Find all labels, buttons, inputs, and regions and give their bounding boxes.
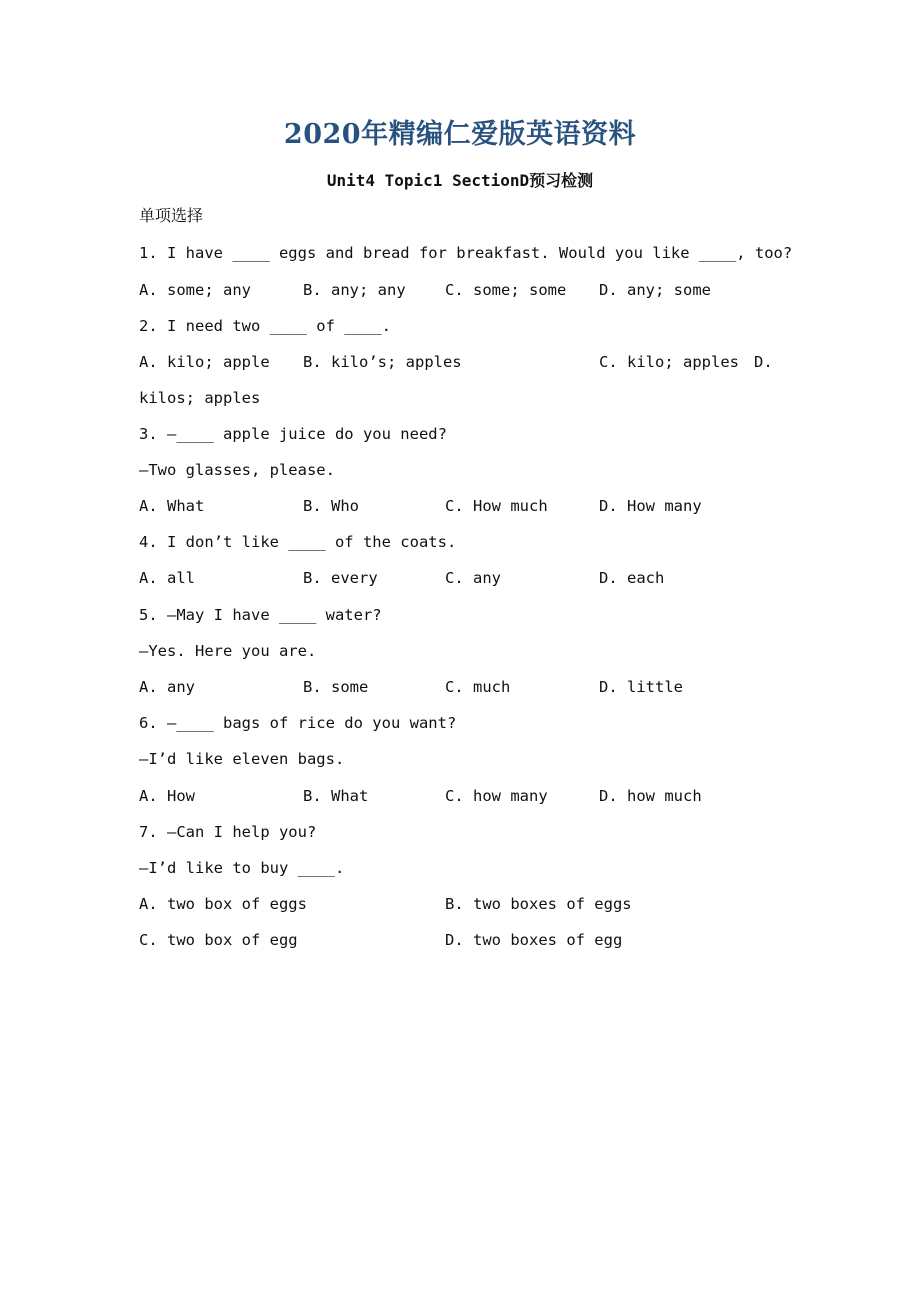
question-6-option-d: D. how much [599, 787, 702, 805]
document-subtitle: Unit4 Topic1 SectionD预习检测 [326, 171, 594, 190]
question-5-option-a: A. any [139, 678, 195, 696]
question-7-option-d: D. two boxes of egg [445, 931, 623, 949]
section-heading: 单项选择 [139, 206, 204, 225]
question-1-option-b: B. any; any [303, 281, 406, 299]
question-2-option-b: B. kilo’s; apples [303, 353, 462, 371]
question-5-option-c: C. much [445, 678, 511, 696]
question-2-option-d-label: D. [754, 353, 773, 371]
question-4-option-a: A. all [139, 569, 195, 587]
document-title: 2020年精编仁爱版英语资料 [283, 119, 637, 150]
question-5-stem: 5. —May I have ____ water? [139, 606, 382, 624]
question-4-stem: 4. I don’t like ____ of the coats. [139, 533, 457, 551]
question-7-option-c: C. two box of egg [139, 931, 298, 949]
question-5-option-d: D. little [599, 678, 683, 696]
question-2-option-a: A. kilo; apple [139, 353, 270, 371]
question-1-stem: 1. I have ____ eggs and bread for breakfast. Would you like ____, too? [139, 244, 793, 262]
question-3-option-d: D. How many [599, 497, 702, 515]
question-5-reply: —Yes. Here you are. [139, 642, 317, 660]
question-7-reply: —I’d like to buy ____. [139, 859, 345, 877]
question-3-reply: —Two glasses, please. [139, 461, 335, 479]
question-1-option-c: C. some; some [445, 281, 567, 299]
question-3-option-c: C. How much [445, 497, 548, 515]
question-2-option-d-text: kilos; apples [139, 389, 261, 407]
question-1-option-a: A. some; any [139, 281, 251, 299]
question-4-option-b: B. every [303, 569, 378, 587]
question-7-option-b: B. two boxes of eggs [445, 895, 632, 913]
question-1-option-d: D. any; some [599, 281, 711, 299]
question-3-option-b: B. Who [303, 497, 359, 515]
question-3-option-a: A. What [139, 497, 205, 515]
question-2-stem: 2. I need two ____ of ____. [139, 317, 391, 335]
question-6-option-a: A. How [139, 787, 195, 805]
question-7-stem: 7. —Can I help you? [139, 823, 317, 841]
question-3-stem: 3. —____ apple juice do you need? [139, 425, 447, 443]
question-7-option-a: A. two box of eggs [139, 895, 307, 913]
question-6-option-b: B. What [303, 787, 369, 805]
question-6-stem: 6. —____ bags of rice do you want? [139, 714, 457, 732]
question-5-option-b: B. some [303, 678, 369, 696]
question-2-option-c: C. kilo; apples [599, 353, 739, 371]
question-4-option-d: D. each [599, 569, 665, 587]
question-6-option-c: C. how many [445, 787, 548, 805]
question-4-option-c: C. any [445, 569, 501, 587]
question-6-reply: —I’d like eleven bags. [139, 750, 345, 768]
